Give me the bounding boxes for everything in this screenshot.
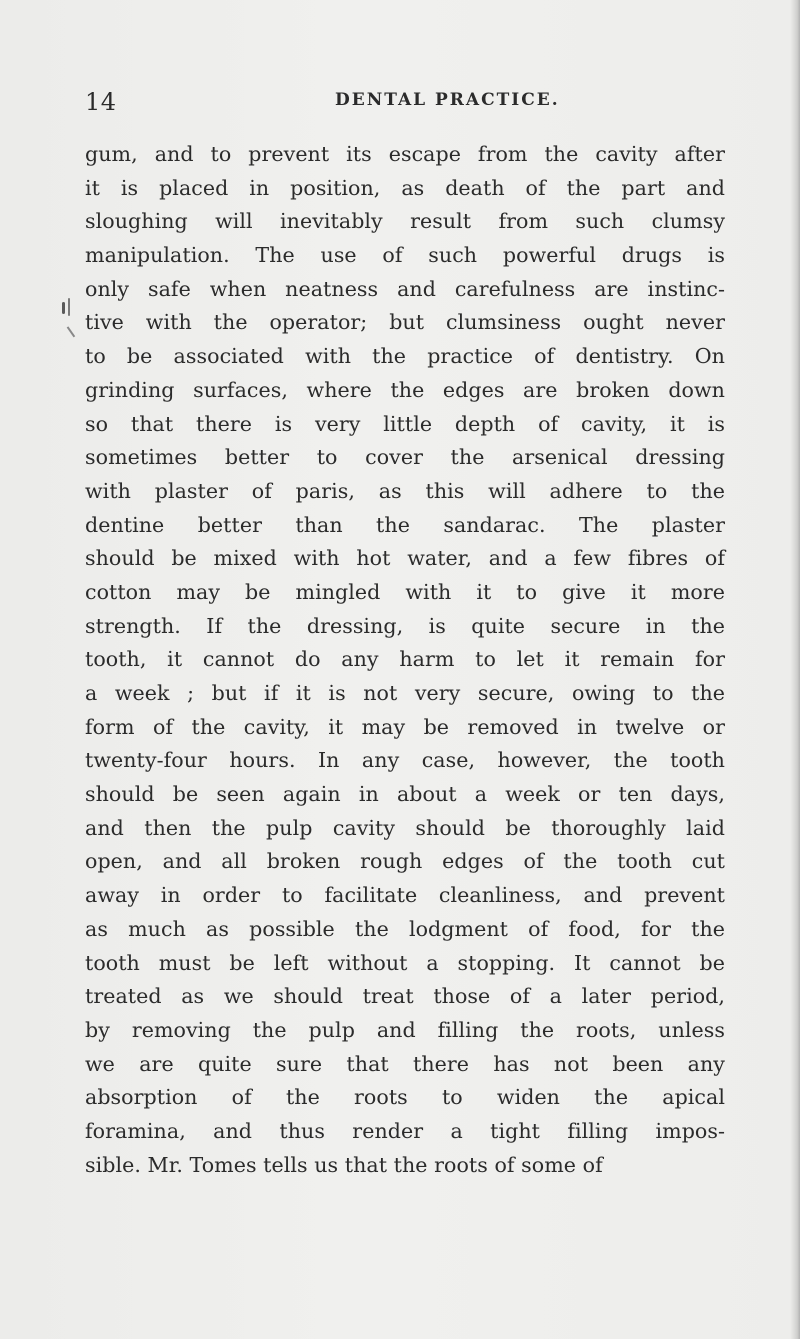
text-line: open, and all broken rough edges of the tooth cut xyxy=(85,849,725,874)
margin-ink-mark xyxy=(56,292,80,352)
text-line: with plaster of paris, as this will adhere to the xyxy=(85,478,725,503)
text-line: should be mixed with hot water, and a few fibres of xyxy=(85,546,725,571)
text-line: it is placed in position, as death of the part and xyxy=(85,175,725,200)
text-line: should be seen again in about a week or ten days, xyxy=(85,782,725,807)
text-line: treated as we should treat those of a later period, xyxy=(85,984,725,1009)
text-line: and then the pulp cavity should be thoroughly laid xyxy=(85,815,725,840)
text-line: absorption of the roots to widen the apical xyxy=(85,1085,725,1110)
text-line: tive with the operator; but clumsiness ought never xyxy=(85,310,725,335)
text-line: tooth, it cannot do any harm to let it remain for xyxy=(85,647,725,672)
text-line: by removing the pulp and filling the roots, unless xyxy=(85,1017,725,1042)
text-line: tooth must be left without a stopping. It cannot be xyxy=(85,950,725,975)
page-edge-shadow xyxy=(790,0,800,1339)
text-line: sloughing will inevitably result from such clumsy xyxy=(85,209,725,234)
text-line: foramina, and thus render a tight filling impos- xyxy=(85,1118,725,1143)
body-text xyxy=(85,138,725,1182)
text-line: sible. Mr. Tomes tells us that the roots of some of xyxy=(85,1152,603,1177)
text-line: strength. If the dressing, is quite secure in the xyxy=(85,613,725,638)
text-line: form of the cavity, it may be removed in twelve or xyxy=(85,714,725,739)
page-number: 14 xyxy=(85,88,117,116)
text-line: a week ; but if it is not very secure, owing to the xyxy=(85,681,725,705)
running-title: DENTAL PRACTICE. xyxy=(335,90,560,110)
text-line: dentine better than the sandarac. The plaster xyxy=(85,512,725,537)
text-line: to be associated with the practice of dentistry. On xyxy=(85,344,725,369)
text-line: cotton may be mingled with it to give it more xyxy=(85,579,725,604)
text-line: only safe when neatness and carefulness are instinc- xyxy=(85,276,725,301)
text-line: manipulation. The use of such powerful drugs is xyxy=(85,243,725,268)
text-line: so that there is very little depth of cavity, it is xyxy=(85,411,725,436)
running-header xyxy=(85,88,720,118)
text-line: away in order to facilitate cleanliness, and prevent xyxy=(85,883,725,908)
text-line: twenty-four hours. In any case, however, the tooth xyxy=(85,748,725,773)
text-line: sometimes better to cover the arsenical dressing xyxy=(85,445,725,470)
text-line: as much as possible the lodgment of food, for the xyxy=(85,916,725,941)
text-line: we are quite sure that there has not been any xyxy=(85,1051,725,1076)
text-line: grinding surfaces, where the edges are broken down xyxy=(85,377,725,402)
text-line: gum, and to prevent its escape from the cavity after xyxy=(85,142,725,166)
